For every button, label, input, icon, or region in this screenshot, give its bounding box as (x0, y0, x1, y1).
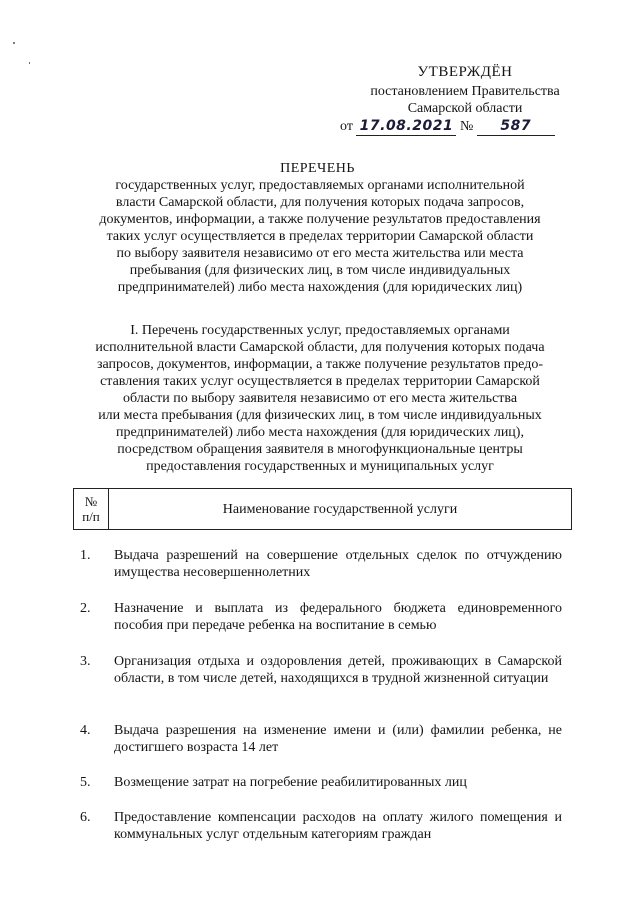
section-heading-line: I. Перечень государственных услуг, предоставляемых органами (130, 323, 510, 338)
number-field (477, 118, 555, 136)
service-number: 1. (80, 548, 91, 563)
column-number-label: № (84, 494, 98, 509)
section-heading-line: области по выбору заявителя независимо от его места жительства (122, 391, 518, 406)
approval-line: постановлением Правительства (370, 84, 560, 99)
number-prefix: № (459, 119, 474, 134)
column-name-header: Наименование государственной услуги (222, 501, 458, 517)
service-text: Назначение и выплата из федерального бюджета единовременного пособия при передаче ребенка на воспитание в семью (114, 601, 562, 633)
service-number: 5. (80, 775, 91, 790)
service-number: 3. (80, 654, 91, 669)
subtitle-line: документов, информации, а также получение результатов предоставления (99, 212, 541, 227)
service-text: Возмещение затрат на погребение реабилитированных лиц (114, 775, 467, 790)
approval-date-number-row (340, 118, 590, 136)
document-subtitle (70, 177, 570, 296)
service-item (80, 774, 562, 791)
service-item (80, 547, 562, 581)
handwritten-number: 587 (500, 118, 532, 134)
handwritten-date: 17.08.2021 (359, 118, 454, 134)
approval-block (340, 64, 590, 117)
subtitle-line: по выбору заявителя независимо от его места жительства или места (116, 246, 524, 261)
section-heading-line: предоставления государственных и муниципальных услуг (146, 459, 494, 474)
date-prefix: от (340, 119, 353, 134)
service-text: Выдача разрешений на совершение отдельных сделок по отчуждению имущества несовершеннолетних (114, 548, 562, 580)
approval-title: УТВЕРЖДЁН (417, 64, 513, 80)
section-heading-line: исполнительной власти Самарской области, для получения которых подача (95, 340, 545, 355)
service-item (80, 809, 562, 843)
column-number-header (74, 489, 109, 529)
service-number: 6. (80, 810, 91, 825)
section-heading-line: ставления таких услуг осуществляется в пределах территории Самарской (100, 374, 540, 389)
service-item (80, 653, 562, 687)
section-heading (70, 322, 570, 475)
subtitle-line: пребывания (для физических лиц, в том числе индивидуальных (129, 263, 511, 278)
date-field (356, 118, 456, 136)
section-heading-line: предпринимателей) либо места нахождения (для юридических лиц), (116, 425, 524, 440)
service-text: Выдача разрешения на изменение имени и (или) фамилии ребенка, не достигшего возраста 14 лет (114, 723, 562, 755)
section-heading-line: или места пребывания (для физических лиц, в том числе индивидуальных (98, 408, 542, 423)
subtitle-line: власти Самарской области, для получения которых подача запросов, (115, 195, 525, 210)
subtitle-line: предпринимателей) либо места нахождения (для юридических лиц) (117, 280, 523, 295)
service-number: 4. (80, 723, 91, 738)
service-number: 2. (80, 601, 91, 616)
service-item (80, 722, 562, 756)
scan-speck (29, 62, 30, 64)
approval-line: Самарской области (407, 101, 523, 116)
service-text: Предоставление компенсации расходов на оплату жилого помещения и коммунальных услуг отдельным категориям граждан (114, 810, 562, 842)
subtitle-line: таких услуг осуществляется в пределах территории Самарской области (106, 229, 534, 244)
section-heading-line: посредством обращения заявителя в многофункциональные центры (117, 442, 523, 457)
subtitle-line: государственных услуг, предоставляемых органами исполнительной (115, 178, 525, 193)
service-text: Организация отдыха и оздоровления детей, проживающих в Самарской области, в том числе детей, находящихся в трудной жизненной ситуации (114, 654, 562, 686)
section-heading-line: запросов, документов, информации, а также получение результатов предо- (97, 357, 543, 372)
service-item (80, 600, 562, 634)
scan-speck (13, 42, 15, 44)
column-number-label-sub: п/п (82, 509, 100, 524)
document-title: ПЕРЕЧЕНЬ (280, 161, 355, 176)
services-table-header (73, 488, 572, 530)
